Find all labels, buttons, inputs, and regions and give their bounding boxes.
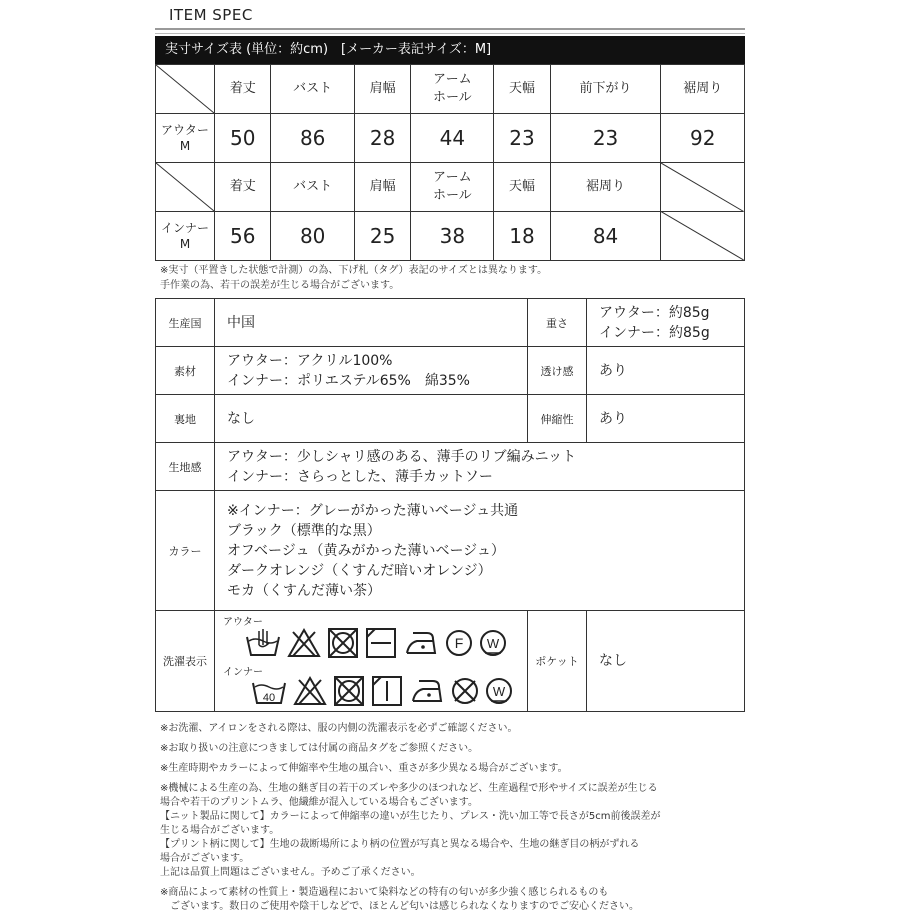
wet-clean-icon [485, 677, 513, 705]
no-dry-clean-icon [451, 677, 479, 705]
note-line: 【プリント柄に関して】生地の裁断場所により柄の位置が写真と異なる場合や、生地の継ぎ目の柄がずれる [160, 839, 640, 850]
size-value: 44 [411, 114, 494, 163]
diagonal-cell [661, 163, 745, 261]
iron-low-icon [403, 629, 439, 657]
wet-clean-icon [479, 629, 507, 657]
note-line: 【ニット製品に関して】カラーによって伸縮率の違いが生じたり、プレス・洗い加工等で長さが5cm前後誤差が [160, 811, 661, 822]
diagonal-cell [156, 65, 215, 114]
col-header: 天幅 [494, 163, 550, 212]
spec-row-wash [156, 611, 745, 712]
row-label-line: インナー [160, 221, 209, 235]
wash-temp: 40 [262, 692, 276, 704]
size-value: 18 [494, 212, 550, 261]
wash-40-icon [251, 675, 287, 707]
page-title: ITEM SPEC [169, 6, 253, 24]
spec-value: あり [587, 347, 745, 395]
spec-value-line: アウター：アクリル100% [227, 352, 393, 369]
svg-text:W: W [492, 684, 506, 699]
note-line: ※お取り扱いの注意につきましては付属の商品タグをご参照ください。 [160, 743, 479, 754]
col-header: 肩幅 [354, 163, 410, 212]
spec-label: 透け感 [528, 347, 587, 395]
spec-value: なし [215, 395, 528, 443]
spec-value-line: インナー：さらっとした、薄手カットソー [227, 468, 493, 485]
diagonal-cell [156, 163, 215, 212]
col-header: 天幅 [494, 65, 550, 114]
inner-value-row [156, 212, 745, 261]
spec-value: なし [587, 611, 745, 712]
spec-row-texture [156, 443, 745, 491]
note-line: 場合や若干のプリントムラ、他繊維が混入している場合もございます。 [160, 797, 478, 808]
inner-header-row [156, 163, 745, 212]
spec-value-texture [215, 443, 745, 491]
svg-text:F: F [454, 635, 464, 651]
color-line: ダークオレンジ（くすんだ暗いオレンジ） [227, 562, 492, 579]
row-label-line: M [179, 237, 191, 251]
spec-label: 裏地 [156, 395, 215, 443]
col-header: 前下がり [550, 65, 661, 114]
care-icons-inner [251, 675, 513, 707]
col-header-line: ホール [432, 188, 472, 203]
note-line: ※生産時期やカラーによって伸縮率や生地の風合い、重さが多少異なる場合がございます。 [160, 763, 568, 774]
no-bleach-icon [287, 628, 321, 658]
spec-value-colors [215, 491, 745, 611]
col-header-line: ホール [432, 90, 472, 105]
col-header-line: アーム [433, 170, 472, 185]
note-line: 場合がございます。 [160, 853, 250, 864]
spec-value-line: アウター：約85g [599, 304, 710, 321]
col-header: 肩幅 [354, 65, 410, 114]
size-value: 84 [550, 212, 661, 261]
size-value: 38 [411, 212, 494, 261]
note-line: ございます。数日のご使用や陰干しなどで、ほとんど匂いは感じられなくなりますのでご安心ください。 [160, 901, 639, 912]
size-value: 23 [550, 114, 661, 163]
spec-value-line: インナー：ポリエステル65% 綿35% [227, 372, 470, 389]
spec-value-material [215, 347, 528, 395]
col-header: 裾周り [550, 163, 661, 212]
col-header: 裾周り [661, 65, 745, 114]
size-table-header-text: 実寸サイズ表 (単位：約cm) [メーカー表記サイズ：M] [165, 42, 492, 57]
spec-row-material [156, 347, 745, 395]
spec-label: 重さ [528, 299, 587, 347]
no-tumble-dry-icon [327, 627, 359, 659]
spec-label: 伸縮性 [528, 395, 587, 443]
spec-value-line: アウター：少しシャリ感のある、薄手のリブ編みニット [227, 448, 577, 465]
flat-dry-shade-icon [365, 627, 397, 659]
row-label-outer [156, 114, 215, 163]
size-value: 92 [661, 114, 745, 163]
spec-label: カラー [156, 491, 215, 611]
care-outer-label: アウター [223, 617, 263, 628]
title-divider [155, 28, 745, 30]
iron-low-icon [409, 677, 445, 705]
color-line: モカ（くすんだ薄い茶） [227, 582, 381, 599]
note-line: ※商品によって素材の性質上・製造過程において染料などの特有の匂いが多少強く感じられるものも [160, 887, 609, 898]
spec-label: 生地感 [156, 443, 215, 491]
col-header: バスト [271, 65, 355, 114]
size-table [155, 64, 745, 261]
size-note-2: 手作業の為、若干の誤差が生じる場合がございます。 [160, 280, 400, 291]
title-bar [155, 0, 745, 30]
row-label-line: M [179, 139, 191, 153]
spec-label: 生産国 [156, 299, 215, 347]
no-bleach-icon [293, 676, 327, 706]
spec-label: 洗濯表示 [156, 611, 215, 712]
spec-table [155, 298, 745, 712]
size-note-1: ※実寸（平置きした状態で計測）の為、下げ札（タグ）表記のサイズとは異なります。 [160, 265, 548, 276]
col-header-line: アーム [433, 72, 472, 87]
spec-label: ポケット [528, 611, 587, 712]
bottom-notes [160, 722, 760, 914]
row-label-inner [156, 212, 215, 261]
note-line: 生じる場合がございます。 [160, 825, 280, 836]
size-value: 56 [215, 212, 271, 261]
outer-header-row [156, 65, 745, 114]
spec-label: 素材 [156, 347, 215, 395]
note-line: ※機械による生産の為、生地の継ぎ目の若干のズレや多少のほつれなど、生産過程で形やサイズに誤差が生じる [160, 783, 658, 794]
dry-clean-f-icon [445, 629, 473, 657]
spec-row-origin [156, 299, 745, 347]
spec-value-weight [587, 299, 745, 347]
spec-value-line: インナー：約85g [599, 324, 710, 341]
size-table-header [155, 36, 745, 64]
title-divider-thin [155, 33, 745, 34]
size-value: 86 [271, 114, 355, 163]
size-value: 23 [494, 114, 550, 163]
size-value: 80 [271, 212, 355, 261]
color-line: オフベージュ（黄みがかった薄いベージュ） [227, 542, 505, 559]
color-line: ※インナー：グレーがかった薄いベージュ共通 [227, 502, 519, 519]
hand-wash-icon [245, 627, 281, 659]
care-inner-label: インナー [223, 667, 263, 678]
col-header-armhole [411, 65, 494, 114]
outer-value-row [156, 114, 745, 163]
col-header: 着丈 [215, 65, 271, 114]
size-value: 25 [354, 212, 410, 261]
care-icons-outer [245, 627, 507, 659]
care-symbols-cell [215, 611, 528, 712]
note-line: ※お洗濯、アイロンをされる際は、服の内側の洗濯表示を必ずご確認ください。 [160, 723, 518, 734]
col-header: 着丈 [215, 163, 271, 212]
spec-value: あり [587, 395, 745, 443]
no-tumble-dry-icon [333, 675, 365, 707]
spec-row-color [156, 491, 745, 611]
spec-row-lining [156, 395, 745, 443]
spec-value: 中国 [215, 299, 528, 347]
color-line: ブラック（標準的な黒） [227, 522, 381, 539]
note-line: 上記は品質上問題はございません。予めご了承ください。 [160, 867, 421, 878]
size-value: 50 [215, 114, 271, 163]
row-label-line: アウター [161, 123, 209, 137]
col-header-armhole [411, 163, 494, 212]
svg-text:W: W [486, 636, 500, 651]
size-value: 28 [354, 114, 410, 163]
col-header: バスト [271, 163, 355, 212]
line-dry-shade-icon [371, 675, 403, 707]
